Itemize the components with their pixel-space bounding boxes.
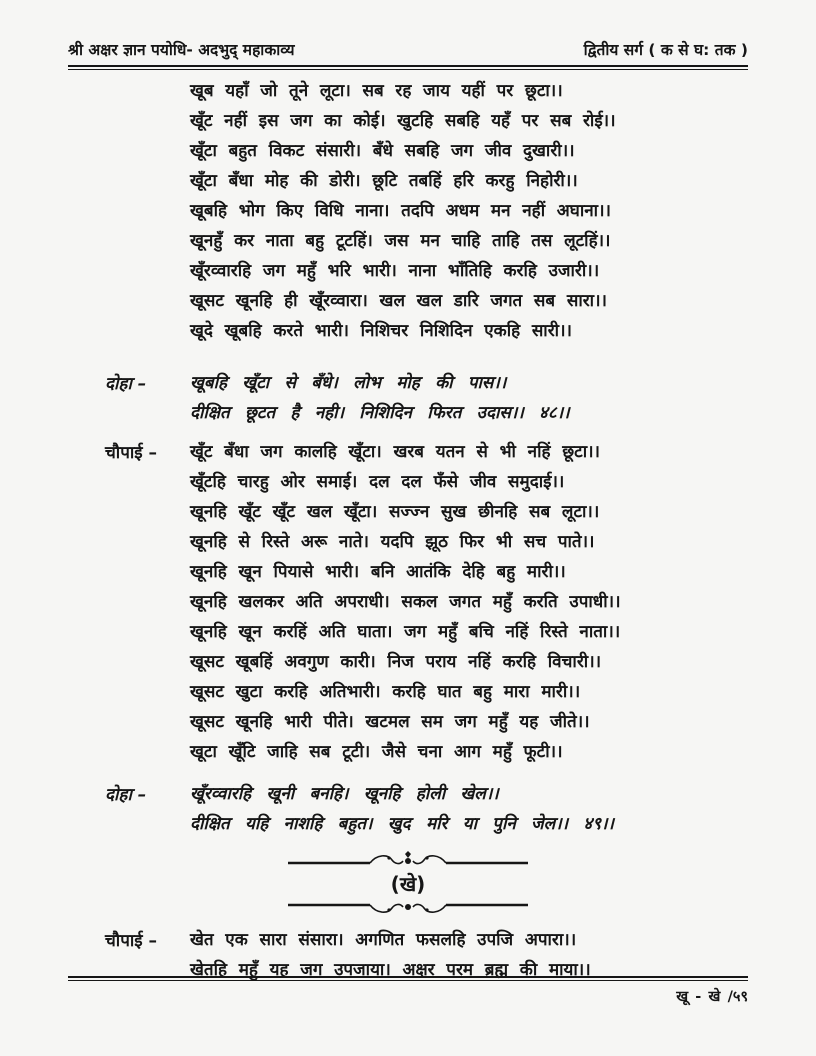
verse-line: खूसट खूनहि ही खूँरव्वारा। खल खल डारि जगत सब सारा।।	[190, 291, 607, 311]
chaupai-label: चौपाई –	[105, 931, 158, 951]
verse-line: खूब यहाँ जो तूने लूटा। सब रह जाय यहीं पर छूटा।।	[190, 81, 563, 101]
verse-line: खूनहि खून पियासे भारी। बनि आतंकि देहि बहु मारी।।	[190, 562, 566, 582]
page-number-marker: खू - खे /५९	[676, 989, 748, 1005]
verse-block-chaupai-1	[68, 437, 748, 767]
verse-lines	[190, 437, 748, 767]
verse-line: खूटा खूँटि जाहि सब टूटी। जैसे चना आग महुँ फूटी।।	[190, 742, 563, 762]
verse-line: खूबहि खूँटा से बँधे। लोभ मोह की पास।।	[190, 373, 507, 393]
page-footer	[68, 976, 748, 1006]
chaupai-label: चौपाई –	[105, 443, 158, 463]
verse-block-doha-48	[68, 368, 748, 428]
header-rule	[68, 65, 748, 70]
section-divider	[288, 851, 528, 917]
verse-line: खूँट नहीं इस जग का कोई। खुटहि सबहि यहँ पर सब रोई।।	[190, 111, 616, 131]
verse-lines	[190, 368, 748, 428]
label-column-empty	[68, 76, 190, 77]
label-column	[68, 779, 190, 810]
verse-line: खूँट बँधा जग कालहि खूँटा। खरब यतन से भी नहिं छूटा।।	[190, 442, 600, 462]
verse-lines	[190, 779, 748, 839]
divider-flourish-top	[288, 851, 528, 871]
header-chapter-title: द्वितीय सर्ग ( क से घ: तक )	[583, 41, 748, 59]
doha-label: दोहा –	[105, 785, 147, 805]
page-header	[68, 40, 748, 60]
footer-rule	[68, 976, 748, 981]
verse-block-doha-49	[68, 779, 748, 839]
label-column	[68, 368, 190, 399]
verse-line: खूँरव्वारहि जग महुँ भरि भारी। नाना भाँतिहि करहि उजारी।।	[190, 261, 600, 281]
verse-line: खूदे खूबहि करते भारी। निशिचर निशिदिन एकहि सारी।।	[190, 321, 572, 341]
verse-line: खूसट खुटा करहि अतिभारी। करहि घात बहु मारा मारी।।	[190, 682, 581, 702]
verse-line: खेतहि महुँ यह जग उपजाया। अक्षर परम ब्रह्म की माया।।	[190, 960, 591, 980]
verse-line: खूँरव्वारहि खूनी बनहि। खूनहि होली खेल।।	[190, 784, 499, 804]
page-content	[68, 76, 748, 985]
verse-line: खूसट खूनहि भारी पीते। खटमल सम जग महुँ यह जीते।।	[190, 712, 590, 732]
label-column	[68, 437, 190, 468]
header-book-title: श्री अक्षर ज्ञान पयोधि- अदभुद् महाकाव्य	[68, 41, 295, 59]
verse-line: खूबहि भोग किए विधि नाना। तदपि अधम मन नहीं अघाना।।	[190, 201, 611, 221]
divider-flourish-bottom	[288, 897, 528, 917]
verse-line: खूनहुँ कर नाता बहु टूटहिं। जस मन चाहि ताहि तस लूटहिं।।	[190, 231, 611, 251]
divider-letter: (खे)	[390, 872, 426, 896]
verse-line: खूनहि खूँट खूँट खल खूँटा। सज्ज्न सुख छीनहि सब लूटा।।	[190, 502, 600, 522]
verse-line: खूसट खूबहिं अवगुण कारी। निज पराय नहिं करहि विचारी।।	[190, 652, 602, 672]
verse-line: खेत एक सारा संसारा। अगणित फसलहि उपजि अपारा।।	[190, 930, 577, 950]
verse-line: खूँटा बहुत विकट संसारी। बँधे सबहि जग जीव दुखारी।।	[190, 141, 575, 161]
verse-line: खूनहि खलकर अति अपराधी। सकल जगत महुँ करति उपाधी।।	[190, 592, 621, 612]
verse-block-opening	[68, 76, 748, 346]
verse-line: खूँटा बँधा मोह की डोरी। छूटि तबहिं हरि करहु निहोरी।।	[190, 171, 578, 191]
verse-lines	[190, 76, 748, 346]
verse-line: खूनहि से रिस्ते अरू नाते। यदपि झूठ फिर भी सच पाते।।	[190, 532, 595, 552]
verse-line: खूँटहि चारहु ओर समाई। दल दल फँसे जीव समुदाई।।	[190, 472, 565, 492]
verse-line: दीक्षित यहि नाशहि बहुत। खुद मरि या पुनि जेल।। ४९।।	[190, 814, 614, 834]
doha-label: दोहा –	[105, 374, 147, 394]
label-column	[68, 925, 190, 956]
verse-line: खूनहि खून करहिं अति घाता। जग महुँ बचि नहिं रिस्ते नाता।।	[190, 622, 621, 642]
verse-line: दीक्षित छूटत है नही। निशिदिन फिरत उदास।। ४८।।	[190, 403, 570, 423]
